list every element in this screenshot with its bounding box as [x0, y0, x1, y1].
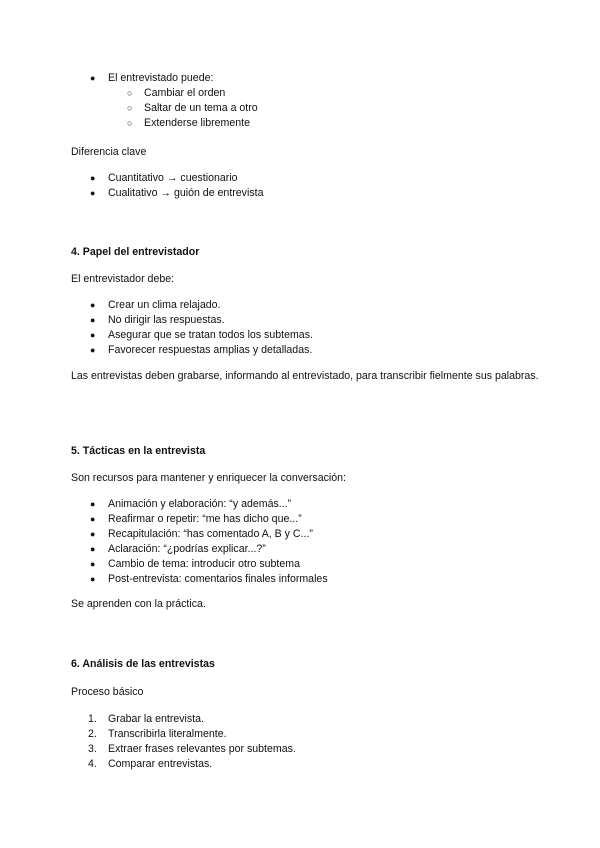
interviewee-sublist [71, 86, 540, 131]
sub-bullet-icon: ○ [127, 88, 133, 98]
bullet-icon: ● [90, 514, 96, 524]
list-item: ● Asegurar que se tratan todos los subtemas. [90, 329, 313, 341]
list-item: ● Cuantitativo → cuestionario [90, 172, 238, 184]
bullet-icon: ● [90, 499, 96, 509]
bullet-icon: ● [90, 544, 96, 554]
list-item: 2. Transcribirla literalmente. [88, 728, 227, 740]
practice-note: Se aprenden con la práctica. [71, 598, 206, 610]
bullet-icon: ● [90, 330, 96, 340]
list-item: ● Cambio de tema: introducir otro subtema [90, 558, 300, 570]
list-item: ○ Cambiar el orden [127, 87, 226, 99]
key-difference-list [71, 171, 540, 201]
list-item: ○ Saltar de un tema a otro [127, 102, 258, 114]
section-intro: Son recursos para mantener y enriquecer la conversación: [71, 472, 346, 484]
bullet-icon: ● [90, 529, 96, 539]
analysis-steps-list [71, 712, 540, 772]
bullet-icon: ● [90, 345, 96, 355]
list-item: ○ Extenderse libremente [127, 117, 250, 129]
list-item: ● Aclaración: “¿podrías explicar...?” [90, 543, 266, 555]
bullet-icon: ● [90, 300, 96, 310]
list-item: 4. Comparar entrevistas. [88, 758, 213, 770]
bullet-icon: ● [90, 574, 96, 584]
section-heading: 5. Tácticas en la entrevista [71, 445, 206, 457]
section-intro: Proceso básico [71, 686, 144, 698]
section-heading: 6. Análisis de las entrevistas [71, 658, 215, 670]
list-item: ● Recapitulación: “has comentado A, B y C...” [90, 528, 313, 540]
bullet-icon: ● [90, 73, 96, 83]
bullet-icon: ● [90, 188, 96, 198]
section-intro: El entrevistador debe: [71, 273, 175, 285]
list-item: 1. Grabar la entrevista. [88, 713, 204, 725]
list-item: ● Crear un clima relajado. [90, 299, 221, 311]
list-item: ● Cualitativo → guión de entrevista [90, 187, 264, 199]
section-heading: 4. Papel del entrevistador [71, 246, 200, 258]
list-item: ● Favorecer respuestas amplias y detalladas. [90, 344, 313, 356]
list-item: ● El entrevistado puede: [90, 72, 214, 84]
bullet-icon: ● [90, 315, 96, 325]
tactics-list [71, 497, 540, 587]
list-item: ● Animación y elaboración: “y además...” [90, 498, 292, 510]
list-item: ● Reafirmar o repetir: “me has dicho que...” [90, 513, 302, 525]
bullet-icon: ● [90, 559, 96, 569]
bullet-icon: ● [90, 173, 96, 183]
sub-bullet-icon: ○ [127, 103, 133, 113]
list-item: ● No dirigir las respuestas. [90, 314, 225, 326]
interviewer-duties-list [71, 298, 540, 358]
interviewee-list [71, 71, 540, 86]
list-item: ● Post-entrevista: comentarios finales informales [90, 573, 328, 585]
sub-bullet-icon: ○ [127, 118, 133, 128]
recording-note: Las entrevistas deben grabarse, informando al entrevistado, para transcribir fielmente sus palabras. [71, 370, 539, 382]
key-difference-label: Diferencia clave [71, 146, 147, 158]
list-item: 3. Extraer frases relevantes por subtemas. [88, 743, 296, 755]
